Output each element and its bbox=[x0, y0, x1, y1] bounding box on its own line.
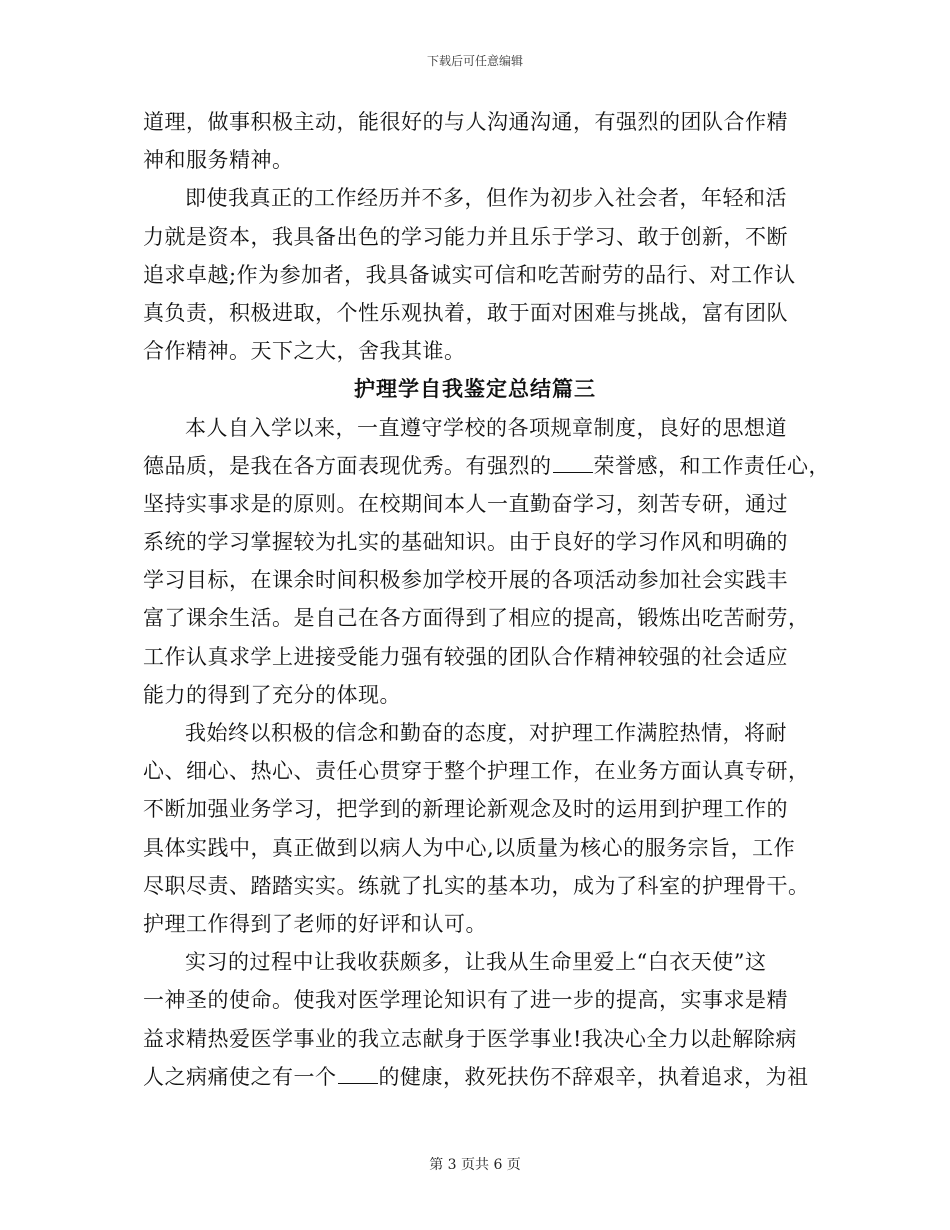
text-line: 富了课余生活。是自己在各方面得到了相应的提高，锻炼出吃苦耐劳， bbox=[143, 606, 810, 631]
text-segment: 德品质，是我在各方面表现优秀。有强烈的 bbox=[143, 453, 552, 478]
text-line bbox=[143, 447, 830, 485]
text-line: 道理，做事积极主动，能很好的与人沟通沟通，有强烈的团队合作精 bbox=[143, 110, 788, 134]
text-line: 能力的得到了充分的体现。 bbox=[143, 682, 401, 707]
text-line: 我始终以积极的信念和勤奋的态度，对护理工作满腔热情，将耐 bbox=[185, 721, 787, 745]
text-line: 本人自入学以来，一直遵守学校的各项规章制度，良好的思想道 bbox=[185, 415, 787, 440]
text-line: 心、细心、热心、责任心贯穿于整个护理工作，在业务方面认真专研， bbox=[143, 759, 810, 784]
section-heading: 护理学自我鉴定总结篇三 bbox=[354, 376, 596, 402]
text-line: 神和服务精神。 bbox=[143, 148, 294, 173]
text-line: 护理工作得到了老师的好评和认可。 bbox=[143, 911, 487, 936]
paragraph-5 bbox=[143, 943, 807, 1096]
document-body bbox=[143, 103, 830, 1096]
fill-in-blank bbox=[338, 1063, 378, 1084]
text-line: 力就是资本，我具备出色的学习能力并且乐于学习、敢于创新，不断 bbox=[143, 224, 788, 249]
text-line: 追求卓越;作为参加者，我具备诚实可信和吃苦耐劳的品行、对工作认 bbox=[143, 262, 796, 287]
text-line: 实习的过程中让我收获颇多，让我从生命里爱上“白衣天使”这 bbox=[185, 950, 767, 975]
text-line: 即使我真正的工作经历并不多，但作为初步入社会者，年轻和活 bbox=[185, 186, 787, 211]
page-footer: 第 3 页共 6 页 bbox=[429, 1157, 521, 1173]
text-segment: 荣誉感，和工作责任心， bbox=[593, 453, 830, 478]
paragraph-1 bbox=[143, 103, 807, 179]
text-segment: 的健康，救死扶伤不辞艰辛，执着追求，为祖 bbox=[378, 1064, 809, 1089]
text-line: 具体实践中，真正做到以病人为中心,以质量为核心的服务宗旨，工作 bbox=[143, 835, 796, 860]
text-line bbox=[143, 1058, 807, 1096]
fill-in-blank bbox=[553, 452, 593, 473]
paragraph-2 bbox=[143, 179, 807, 370]
paragraph-3 bbox=[143, 409, 830, 715]
text-line: 工作认真求学上进接受能力强有较强的团队合作精神较强的社会适应 bbox=[143, 644, 788, 669]
text-line: 尽职尽责、踏踏实实。练就了扎实的基本功，成为了科室的护理骨干。 bbox=[143, 873, 810, 898]
text-segment: 人之病痛使之有一个 bbox=[143, 1064, 337, 1089]
text-line: 坚持实事求是的原则。在校期间本人一直勤奋学习，刻苦专研，通过 bbox=[143, 491, 788, 516]
paragraph-4 bbox=[143, 714, 810, 943]
text-line: 真负责，积极进取，个性乐观执着，敢于面对困难与挑战，富有团队 bbox=[143, 300, 788, 325]
text-line: 学习目标，在课余时间积极参加学校开展的各项活动参加社会实践丰 bbox=[143, 568, 788, 593]
text-line: 合作精神。天下之大，舍我其谁。 bbox=[143, 339, 466, 364]
page-header: 下载后可任意编辑 bbox=[426, 54, 523, 68]
text-line: 系统的学习掌握较为扎实的基础知识。由于良好的学习作风和明确的 bbox=[143, 530, 788, 555]
text-line: 益求精热爱医学事业的我立志献身于医学事业!我决心全力以赴解除病 bbox=[143, 1026, 797, 1051]
text-line: 不断加强业务学习，把学到的新理论新观念及时的运用到护理工作的 bbox=[143, 797, 788, 822]
text-line: 一神圣的使命。使我对医学理论知识有了进一步的提高，实事求是精 bbox=[143, 988, 788, 1013]
